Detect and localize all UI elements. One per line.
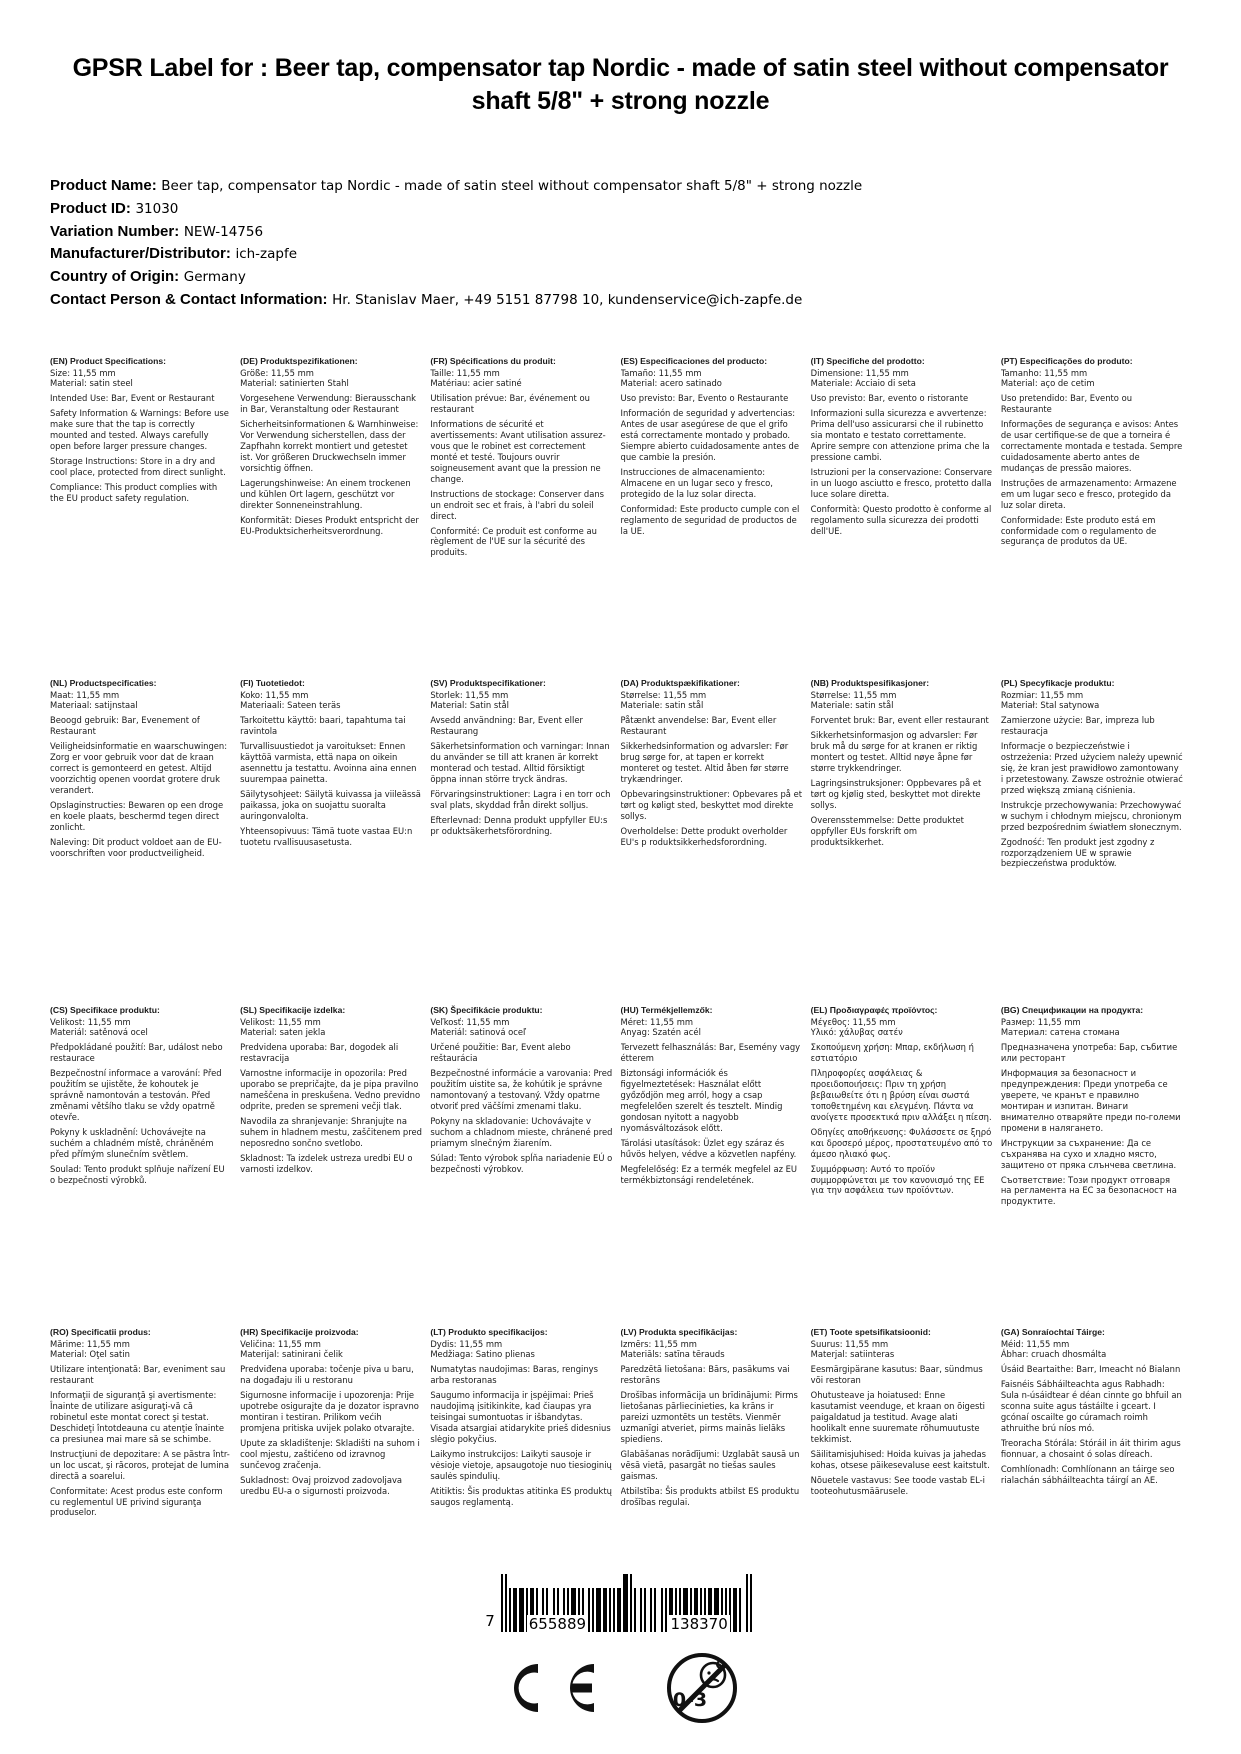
language-block-ro [50,1327,240,1577]
language-heading-fi: (FI) Tuotetiedot: [240,677,305,688]
barcode-digits [501,1615,756,1633]
language-para: Předpokládané použití: Bar, událost nebo restaurace [50,1042,223,1064]
language-para: Sukladnost: Ovaj proizvod zadovoljava uredbu EU-a o sigurnosti proizvoda. [240,1474,403,1496]
language-para: Sigurnosne informacije i upozorenja: Prije upotrebe osigurajte da je dozator ispravno montiran i testiran. Prilikom većih promjena pritiska uvijek polako otvarajte. [240,1390,419,1433]
language-para: Matériau: acier satiné [430,378,522,389]
language-para: Συμμόρφωση: Αυτό το προϊόν συμμορφώνεται με τον κανονισμό της ΕΕ για την ασφάλεια των προϊόντων. [810,1163,985,1196]
language-heading-it: (IT) Specifiche del prodotto: [810,355,925,366]
language-para: Material: aço de cetim [1000,378,1095,389]
language-para: Saugumo informacija ir įspėjimai: Prieš naudojimą įsitikinkite, kad čiaupas yra teisingai sumontuotas ir išbandytas. Visada atsargiai atidarykite prieš didesnius slėgio pokyčius. [430,1390,611,1444]
language-para: Drošības informācija un brīdinājumi: Pirms lietošanas pārliecinieties, ka krāns ir pareizi uzmontēts un testēts. Vienmēr uzmanīgi atveriet, pirms mainās lielāks spiediens. [620,1390,798,1444]
language-para: Informações de segurança e avisos: Antes de usar certifique-se de que a torneira é correctamente montada e testada. Sempre cuidadosamente aberto antes de mudanças de pressão maiores. [1000,419,1183,473]
language-para: Säkerhetsinformation och varningar: Innan du använder se till att kranen är korrekt monterad och testad. Alltid försiktigt öppna innan större tryck ändras. [430,741,610,784]
language-para: Material: satin steel [50,378,133,389]
language-size-hr: Veličina: 11,55 mm [240,1338,321,1349]
language-para: Bezpečnostní informace a varování: Před použitím se ujistěte, že kohoutek je správně namontován a testován. Před změnami většího tlaku se vždy opatrně otevře. [50,1068,222,1122]
meta-row-variation-number [50,221,1191,244]
language-heading-sk: (SK) Špecifikácie produktu: [430,1004,543,1015]
language-block-sv [430,678,620,961]
language-heading-ro: (RO) Specificatii produs: [50,1326,151,1337]
meta-row-country-of-origin [50,266,1191,289]
language-heading-lv: (LV) Produkta specifikācijas: [620,1326,738,1337]
language-para: Tárolási utasítások: Üzlet egy száraz és hűvös helyen, védve a közvetlen napfény. [620,1137,797,1159]
language-size-sv: Storlek: 11,55 mm [430,689,509,700]
contact-label: Contact Person & Contact Information: [50,290,328,308]
language-para: Overensstemmelse: Dette produktet oppfyller EUs forskrift om produktsikkerhet. [810,814,964,847]
language-size-et: Suurus: 11,55 mm [810,1338,889,1349]
language-size-ro: Mărime: 11,55 mm [50,1338,130,1349]
language-block-sk [430,1005,620,1283]
language-heading-hu: (HU) Termékjellemzők: [620,1004,713,1015]
language-heading-ga: (GA) Sonraíochtaí Táirge: [1000,1326,1105,1337]
language-size-lv: Izmērs: 11,55 mm [620,1338,697,1349]
language-para: Eesmärgipärane kasutus: Baar, sündmus või restoran [810,1364,983,1386]
language-block-el [811,1005,1001,1283]
language-para: Navodila za shranjevanje: Shranjujte na suhem in hladnem mestu, zaščitenem pred neposredno sončno svetlobo. [240,1115,422,1148]
language-para: Πληροφορίες ασφάλειας & προειδοποιήσεις: Πριν τη χρήση βεβαιωθείτε ότι η βρύση είναι σωστά τοποθετημένη και ελεγμένη. Πάντα να ανοίγετε προσεκτικά πριν αλλάξει η πίεση. [810,1068,992,1122]
barcode-bars-box [501,1574,756,1632]
language-para: Lagerungshinweise: An einem trockenen und kühlen Ort lagern, geschützt vor direkter Sonneneinstrahlung. [240,477,411,510]
language-size-bg: Размер: 11,55 mm [1000,1016,1081,1027]
language-para: Instrukcje przechowywania: Przechowywać w suchym i chłodnym miejscu, chronionym przed bezpośrednim światłem słonecznym. [1000,799,1182,832]
language-para: Informazioni sulla sicurezza e avvertenze: Prima dell'uso assicurarsi che il rubinetto sia montato e testato correttamente. Aprire sempre con attenzione prima che la pressione cambi. [810,408,990,462]
language-block-nl [50,678,240,961]
language-para: Säilitamisjuhised: Hoida kuivas ja jahedas kohas, otsese päikesevaluse eest kaitstult. [810,1448,990,1470]
language-block-fi [240,678,430,961]
language-para: Intended Use: Bar, Event or Restaurant [50,393,215,404]
language-section-row-4 [50,1327,1191,1577]
language-para: Ábhar: cruach dhosmálta [1000,1349,1107,1360]
language-size-lt: Dydis: 11,55 mm [430,1338,503,1349]
language-size-el: Μέγεθος: 11,55 mm [810,1016,896,1027]
language-block-pt [1001,356,1191,634]
language-para: Faisnéis Sábháilteachta agus Rabhadh: Sula n-úsáidtear é déan cinnte go bhfuil an sconna suite agus tástáilte i gceart. I gcónaí oscailte go cúramach roimh athruithe brú níos mó. [1000,1379,1182,1433]
language-para: Tarkoitettu käyttö: baari, tapahtuma tai ravintola [240,715,406,737]
language-block-cs [50,1005,240,1283]
barcode-lead-digit: 7 [485,1612,495,1630]
language-para: Material: saten jekla [240,1027,326,1038]
language-block-fr [430,356,620,634]
language-para: Material: Oţel satin [50,1349,130,1360]
language-para: Informations de sécurité et avertissements: Avant utilisation assurez-vous que le robinet est correctement monté et testé. Toujours ouvrir soigneusement avant que la pression ne change. [430,419,606,484]
language-para: Uso pretendido: Bar, Evento ou Restaurante [1000,393,1133,415]
barcode-right-digits: 138370 [670,1615,728,1633]
language-para: Instrucţiuni de depozitare: A se păstra într- un loc uscat, şi răcoros, protejat de lumina directă a soarelui. [50,1448,230,1481]
language-size-nl: Maat: 11,55 mm [50,689,120,700]
language-heading-cs: (CS) Specifikace produktu: [50,1004,160,1015]
language-block-es [621,356,811,634]
language-para: Instructions de stockage: Conserver dans un endroit sec et frais, à l'abri du soleil direct. [430,488,605,521]
product-meta-block [50,175,1191,312]
language-para: Informacje o bezpieczeństwie i ostrzeżenia: Przed użyciem należy upewnić się, że kran jest prawidłowo zamontowany i przetestowany. Zawsze ostrożnie otwierać przed większą zmianą ciśnienia. [1000,741,1183,795]
language-para: Material: acero satinado [620,378,722,389]
language-size-sl: Velikost: 11,55 mm [240,1016,321,1027]
language-heading-bg: (BG) Спецификации на продукта: [1000,1004,1144,1015]
language-block-pl [1001,678,1191,961]
language-para: Materijal: satinirani čelik [240,1349,343,1360]
language-para: Förvaringsinstruktioner: Lagra i en torr och sval plats, skyddad från direkt solljus. [430,788,611,810]
language-para: Materiál: satěnová ocel [50,1027,148,1038]
language-para: Sicherheitsinformationen & Warnhinweise: Vor Verwendung sicherstellen, dass der Zapfhahn korrekt montiert und getestet ist. Vor größeren Druckwechseln immer vorsichtig öffnen. [240,419,419,473]
language-block-hu [621,1005,811,1283]
meta-row-manufacturer [50,243,1191,266]
language-size-nb: Størrelse: 11,55 mm [810,689,897,700]
barcode-left-digits: 655889 [528,1615,587,1633]
language-para: Súlad: Tento výrobok spĺňa nariadenie EÚ o bezpečnosti výrobkov. [430,1152,613,1174]
language-para: Predvidena uporaba: Bar, dogodek ali restavracija [240,1042,399,1064]
language-para: Instruções de armazenamento: Armazene em um lugar seco e fresco, protegido da luz solar direta. [1000,477,1177,510]
language-block-de [240,356,430,634]
language-para: Numatytas naudojimas: Baras, renginys arba restoranas [430,1364,598,1386]
language-heading-hr: (HR) Specifikacije proizvoda: [240,1326,359,1337]
language-para: Conformidade: Este produto está em conformidade com o regulamento de segurança de produtos da UE. [1000,514,1157,547]
language-para: Veiligheidsinformatie en waarschuwingen: Zorg er voor gebruik voor dat de kraan correct is gemonteerd en getest. Altijd voorzichtig openen voordat grotere druk verandert. [50,741,228,795]
language-para: Съответствие: Този продукт отговаря на регламента на ЕС за безопасност на продуктите. [1000,1174,1177,1207]
language-para: Información de seguridad y advertencias: Antes de usar asegúrese de que el grifo está correctamente montado y probado. Siempre abierto cuidadosamente antes de que cambie la presión. [620,408,799,462]
language-para: Anyag: Szatén acél [620,1027,701,1038]
language-para: Materiale: satin stål [810,700,894,711]
language-heading-nb: (NB) Produktspesifikasjoner: [810,677,930,688]
country-of-origin-value: Germany [183,269,246,286]
language-para: Vorgesehene Verwendung: Bierausschank in Bar, Veranstaltung oder Restaurant [240,393,416,415]
language-para: Uso previsto: Bar, Evento o Restaurante [620,393,789,404]
language-para: Zamierzone użycie: Bar, impreza lub restauracja [1000,715,1155,737]
country-of-origin-label: Country of Origin: [50,268,180,286]
language-para: Ohutusteave ja hoiatused: Enne kasutamist veenduge, et kraan on õigesti paigaldatud ja testitud. Avage alati hoolikalt enne suuremate rõhumuutuste tekkimist. [810,1390,985,1444]
meta-row-contact [50,289,1191,312]
language-size-fi: Koko: 11,55 mm [240,689,309,700]
language-para: Predviđena uporaba: točenje piva u baru, na događaju ili u restoranu [240,1364,414,1386]
language-para: Предназначена употреба: Бар, събитие или ресторант [1000,1042,1178,1064]
language-para: Skladnost: Ta izdelek ustreza uredbi EU o varnosti izdelkov. [240,1152,413,1174]
manufacturer-label: Manufacturer/Distributor: [50,245,231,263]
language-heading-el: (EL) Προδιαγραφές προϊόντος: [810,1004,938,1015]
language-para: Material: Satin stål [430,700,509,711]
language-para: Compliance: This product complies with the EU product safety regulation. [50,481,218,503]
language-para: Beoogd gebruik: Bar, Evenement of Restaurant [50,715,200,737]
language-para: Säilytysohjeet: Säilytä kuivassa ja viileässä paikassa, joka on suojattu suoralta auringonvalolta. [240,788,421,821]
language-para: Materjal: satiinteras [810,1349,895,1360]
language-para: Soulad: Tento produkt splňuje nařízení EU o bezpečnosti výrobků. [50,1163,225,1185]
variation-number-value: NEW-14756 [183,223,264,240]
language-block-lv [621,1327,811,1577]
language-para: Comhlíonadh: Comhlíonann an táirge seo rialachán sábháilteachta táirgí an AE. [1000,1463,1175,1485]
language-para: Určené použitie: Bar, Event alebo reštaurácia [430,1042,571,1064]
language-size-de: Größe: 11,55 mm [240,367,314,378]
language-para: Zgodność: Ten produkt jest zgodny z rozporządzeniem UE w sprawie bezpieczeństwa produktów. [1000,836,1155,869]
language-para: Lagringsinstruksjoner: Oppbevares på et tørt og kjølig sted, beskyttet mot direkte sollys. [810,777,982,810]
language-para: Utilizare intenţionată: Bar, eveniment sau restaurant [50,1364,226,1386]
language-para: Efterlevnad: Denna produkt uppfyller EU:s pr oduktsäkerhetsförordning. [430,814,608,836]
language-para: Yhteensopivuus: Tämä tuote vastaa EU:n tuotetu rvallisuusasetusta. [240,825,413,847]
language-size-cs: Velikost: 11,55 mm [50,1016,131,1027]
language-para: Материал: сатена стомана [1000,1027,1120,1038]
language-para: Tervezett felhasználás: Bar, Esemény vagy étterem [620,1042,801,1064]
language-para: Materiale: satin stål [620,700,704,711]
language-size-en: Size: 11,55 mm [50,367,116,378]
language-para: Sikkerhedsinformation og advarsler: Før brug sørge for, at tapen er korrekt monteret og testet. Altid åben før større trykændringer. [620,741,789,784]
language-para: Glabāšanas norādījumi: Uzglabāt sausā un vēsā vietā, pasargāt no tiešas saules gaismas. [620,1448,800,1481]
language-para: Forventet bruk: Bar, event eller restaurant [810,715,989,726]
language-para: Materiál: satinová oceľ [430,1027,527,1038]
language-para: Utilisation prévue: Bar, événement ou restaurant [430,393,590,415]
language-para: Informaţii de siguranţă şi avertismente: Înainte de utilizare asiguraţi-vă că robinetul este montat corect şi testat. Deschideţi întotdeauna cu atenţie înainte ca presiunea mai mare să se schimbe. [50,1390,224,1444]
language-para: Safety Information & Warnings: Before use make sure that the tap is correctly mounted and tested. Always carefully open before larger pressure changes. [50,408,229,452]
language-size-ga: Méid: 11,55 mm [1000,1338,1070,1349]
language-para: Информация за безопасност и предупреждения: Преди употреба се уверете, че кранът е правилно монтиран и изпитан. Винаги внимателно отваряйте преди по-големи промени в налягането. [1000,1068,1181,1133]
language-block-lt [430,1327,620,1577]
language-para: Opslaginstructies: Bewaren op een droge en koele plaats, beschermd tegen direct zonlicht. [50,799,224,832]
language-heading-lt: (LT) Produkto specifikacijos: [430,1326,548,1337]
language-para: Laikymo instrukcijos: Laikyti sausoje ir vėsioje vietoje, apsaugotoje nuo tiesioginių saulės spindulių. [430,1448,612,1481]
language-para: Istruzioni per la conservazione: Conservare in un luogo asciutto e fresco, protetto dalla luce solare diretta. [810,466,992,499]
language-para: Varnostne informacije in opozorila: Pred uporabo se prepričajte, da je pipa pravilno nameščena in preskušena. Vedno previdno odprite, preden se spremeni večji tlak. [240,1068,421,1111]
language-heading-nl: (NL) Productspecificaties: [50,677,157,688]
manufacturer-value: ich-zapfe [235,246,298,263]
language-heading-de: (DE) Produktspezifikationen: [240,355,358,366]
ce-mark-icon [502,1656,606,1720]
language-block-en [50,356,240,634]
language-para: Υλικό: χάλυβας σατέν [810,1027,903,1038]
language-size-fr: Taille: 11,55 mm [430,367,500,378]
language-para: Atbilstība: Šis produkts atbilst ES produktu drošības regulai. [620,1485,800,1507]
language-para: Storage Instructions: Store in a dry and cool place, protected from direct sunlight. [50,455,226,477]
language-para: Opbevaringsinstruktioner: Opbevares på et tørt og køligt sted, beskyttet mod direkte sollys. [620,788,803,821]
language-para: Úsáid Beartaithe: Barr, Imeacht nó Bialann [1000,1364,1181,1375]
language-size-sk: Veľkosť: 11,55 mm [430,1016,510,1027]
barcode [485,1574,756,1632]
language-heading-et: (ET) Toote spetsifikatsioonid: [810,1326,931,1337]
language-para: Atitiktis: Šis produktas atitinka ES produktų saugos reglamentą. [430,1485,612,1507]
language-para: Paredzētā lietošana: Bārs, pasākums vai restorāns [620,1364,790,1386]
language-para: Materiaali: Sateen teräs [240,700,341,711]
footer-marks [0,1574,1241,1726]
language-para: Materiał: Stal satynowa [1000,700,1100,711]
language-para: Overholdelse: Dette produkt overholder EU's p roduktsikkerhedsforordning. [620,825,788,847]
language-heading-sl: (SL) Specifikacije izdelka: [240,1004,346,1015]
language-para: Οδηγίες αποθήκευσης: Φυλάσσετε σε ξηρό και δροσερό μέρος, προστατευμένο από το άμεσο ηλιακό φως. [810,1126,993,1159]
language-heading-pt: (PT) Especificações do produto: [1000,355,1133,366]
age-restriction-0-3-icon [664,1650,740,1726]
language-para: Bezpečnostné informácie a varovania: Pred použitím uistite sa, že kohútik je správne namontovaný a testovaný. Vždy opatrne otvoriť pred väčšími zmenami tlaku. [430,1068,613,1111]
meta-row-product-name [50,175,1191,198]
language-para: Turvallisuustiedot ja varoitukset: Ennen käyttöä varmista, että napa on oikein asennettu ja testattu. Avoinna aina ennen suurempaa painetta. [240,741,417,784]
language-para: Materiale: Acciaio di seta [810,378,916,389]
language-heading-es: (ES) Especificaciones del producto: [620,355,768,366]
language-para: Uso previsto: Bar, evento o ristorante [810,393,969,404]
language-heading-sv: (SV) Produktspecifikationer: [430,677,546,688]
language-section-row-3 [50,1005,1191,1283]
language-para: Pokyny na skladovanie: Uchovávajte v suchom a chladnom mieste, chránené pred priamym slnečným žiarením. [430,1115,613,1148]
variation-number-label: Variation Number: [50,222,180,240]
language-para: Инструкции за съхранение: Да се съхранява на сухо и хладно място, защитено от пряка слънчева светлина. [1000,1137,1177,1170]
meta-row-product-id [50,198,1191,221]
language-para: Upute za skladištenje: Skladišti na suhom i cool mjestu, zaštićeno od izravnog sunčevog zračenja. [240,1437,420,1470]
language-block-bg [1001,1005,1191,1283]
language-para: Material: satinierten Stahl [240,378,349,389]
page-title: GPSR Label for : Beer tap, compensator tap Nordic - made of satin steel without compensator shaft 5/8" + strong nozzle [72,54,1169,115]
language-para: Σκοπούμενη χρήση: Μπαρ, εκδήλωση ή εστιατόριο [810,1042,974,1064]
language-section-row-1 [50,356,1191,634]
language-para: Materiāls: satīna tērauds [620,1349,725,1360]
language-para: Conformitate: Acest produs este conform cu reglementul UE privind siguranţa produselor. [50,1485,223,1518]
language-heading-en: (EN) Product Specifications: [50,355,167,366]
language-para: Conformità: Questo prodotto è conforme al regolamento sulla sicurezza dei prodotti dell'UE. [810,503,992,536]
product-id-label: Product ID: [50,199,131,217]
language-heading-da: (DA) Produktspækifikationer: [620,677,740,688]
language-block-sl [240,1005,430,1283]
language-block-da [621,678,811,961]
language-para: Megfelelőség: Ez a termék megfelel az EU termékbiztonsági rendeletének. [620,1163,798,1185]
age-label: 0-3 [672,1689,707,1711]
language-size-es: Tamaño: 11,55 mm [620,367,702,378]
language-para: Treoracha Stórála: Stóráil in áit thirim agus fionnuar, a chosaint ó solas díreach. [1000,1437,1181,1459]
language-block-hr [240,1327,430,1577]
language-para: Conformidad: Este producto cumple con el reglamento de seguridad de productos de la UE. [620,503,800,536]
language-para: Nõuetele vastavus: See toode vastab EL-i tooteohutusmäärusele. [810,1474,986,1496]
language-para: Konformität: Dieses Produkt entspricht der EU-Produktsicherheitsverordnung. [240,514,419,536]
language-para: Biztonsági információk és figyelmeztetések: Használat előtt győződjön meg arról, hogy a csap megfelelően szerelt és tesztelt. Mindig gondosan nyitott a nagyobb nyomásváltozások előtt. [620,1068,783,1133]
language-para: Sikkerhetsinformasjon og advarsler: Før bruk må du sørge for at kranen er riktig montert og testet. Alltid nøye åpne før større trykkendringer. [810,730,978,774]
language-block-it [811,356,1001,634]
compliance-marks [502,1650,740,1726]
language-block-nb [811,678,1001,961]
product-name-value: Beer tap, compensator tap Nordic - made of satin steel without compensator shaft 5/8" + strong nozzle [161,178,863,194]
language-para: Medžiaga: Satino plienas [430,1349,535,1360]
language-para: Instrucciones de almacenamiento: Almacene en un lugar seco y fresco, protegido de la luz solar directa. [620,466,773,499]
language-para: Avsedd användning: Bar, Event eller Restaurang [430,715,583,737]
language-para: Påtænkt anvendelse: Bar, Event eller Restaurant [620,715,777,737]
language-para: Conformité: Ce produit est conforme au règlement de l'UE sur la sécurité des produits. [430,525,597,558]
language-para: Materiaal: satijnstaal [50,700,138,711]
language-block-et [811,1327,1001,1577]
language-size-pl: Rozmiar: 11,55 mm [1000,689,1084,700]
language-size-pt: Tamanho: 11,55 mm [1000,367,1088,378]
language-heading-pl: (PL) Specyfikacje produktu: [1000,677,1115,688]
language-heading-fr: (FR) Spécifications du produit: [430,355,556,366]
language-size-it: Dimensione: 11,55 mm [810,367,909,378]
language-size-hu: Méret: 11,55 mm [620,1016,694,1027]
language-block-ga [1001,1327,1191,1577]
language-section-row-2 [50,678,1191,961]
language-para: Pokyny k uskladnění: Uchovávejte na suchém a chladném místě, chráněném před přímým slunečním světlem. [50,1126,214,1159]
contact-value: Hr. Stanislav Maer, +49 5151 87798 10, kundenservice@ich-zapfe.de [332,291,803,308]
language-size-da: Størrelse: 11,55 mm [620,689,707,700]
language-para: Naleving: Dit product voldoet aan de EU-voorschriften voor productveiligheid. [50,836,222,858]
product-id-value: 31030 [135,200,179,217]
product-name-label: Product Name: [50,177,157,194]
